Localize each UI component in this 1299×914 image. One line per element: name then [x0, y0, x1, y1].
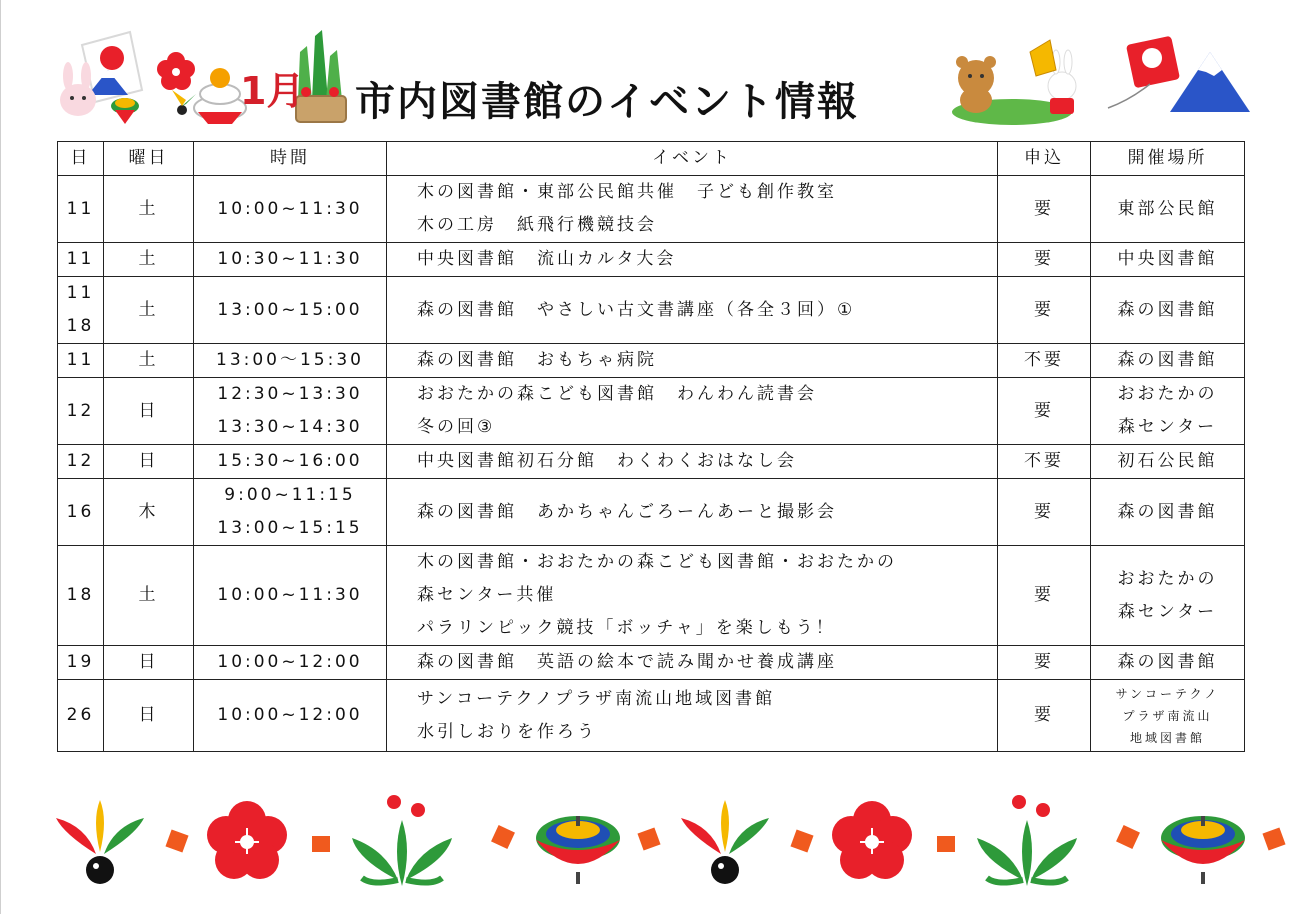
cell-venue [1091, 176, 1245, 243]
cell-venue-text: プラザ南流山 [1122, 708, 1213, 723]
cell-apply-text: 要 [1034, 501, 1054, 522]
cell-weekday-text: 土 [138, 249, 159, 269]
cell-apply-text: 不要 [1024, 350, 1064, 370]
cell-apply [998, 445, 1091, 479]
cell-day-text: 11 [66, 283, 95, 303]
cell-venue-text: 森の図書館 [1117, 501, 1218, 522]
table-row [58, 479, 1245, 546]
cell-weekday [104, 546, 194, 646]
cell-event [387, 277, 998, 344]
cell-weekday [104, 277, 194, 344]
cell-event-text: 森の図書館 あかちゃんごろーんあーと撮影会 [417, 501, 837, 522]
month-label: 1月 [240, 69, 305, 113]
table-row [58, 680, 1245, 752]
cell-apply [998, 378, 1091, 445]
cell-venue-text: 森センター [1117, 601, 1218, 622]
spinning-top-icon [536, 816, 620, 884]
table-row [58, 445, 1245, 479]
hagoita-feather-small-icon [172, 90, 196, 115]
footer-decoration [0, 790, 1299, 900]
table-row [58, 546, 1245, 646]
page-title: 市内図書館のイベント情報 [355, 79, 859, 125]
table-row [58, 378, 1245, 445]
cell-event [387, 546, 998, 646]
cell-weekday [104, 479, 194, 546]
cell-time [194, 445, 387, 479]
cell-apply [998, 176, 1091, 243]
cell-weekday-text: 土 [138, 585, 159, 605]
table-row [58, 344, 1245, 378]
cell-event-text: パラリンピック競技「ボッチャ」を楽しもう！ [417, 618, 836, 638]
diamond-icon [637, 827, 660, 850]
cell-apply-text: 要 [1034, 585, 1054, 605]
cell-time-text: 10:00~11:30 [217, 198, 363, 219]
cell-day-text: 11 [66, 350, 95, 370]
cell-venue-text: おおたかの [1117, 568, 1218, 589]
cell-event-text: 木の図書館・おおたかの森こども図書館・おおたかの [417, 552, 897, 572]
cell-day [58, 277, 104, 344]
cell-venue-text: 東部公民館 [1117, 198, 1218, 219]
cell-venue [1091, 277, 1245, 344]
cell-apply [998, 479, 1091, 546]
cell-venue-text: 森の図書館 [1117, 652, 1218, 672]
decoration-set-repeat [681, 795, 1286, 886]
cell-venue [1091, 378, 1245, 445]
cell-event-text: 木の図書館・東部公民館共催 子ども創作教室 [417, 182, 837, 202]
hagoita-feather-icon [56, 800, 144, 884]
cell-time [194, 680, 387, 752]
header-time: 時間 [194, 142, 387, 176]
header-event: イベント [387, 142, 998, 176]
cell-time [194, 344, 387, 378]
plum-blossom-icon [207, 801, 287, 879]
cell-day-text: 18 [66, 316, 95, 336]
diamond-icon [491, 825, 515, 849]
cell-time-text: 13:00～15:30 [216, 350, 364, 370]
cell-event-text: 森の図書館 英語の絵本で読み聞かせ養成講座 [417, 652, 837, 672]
cell-time-text: 13:30~14:30 [217, 417, 363, 437]
cell-time [194, 277, 387, 344]
table-row [58, 277, 1245, 344]
cell-time [194, 176, 387, 243]
cell-time [194, 378, 387, 445]
cell-apply [998, 243, 1091, 277]
cell-event [387, 176, 998, 243]
cell-time-text: 10:30~11:30 [217, 249, 363, 269]
table-body [58, 176, 1245, 752]
cell-venue [1091, 445, 1245, 479]
bear-rabbit-icon [952, 40, 1076, 125]
cell-weekday-text: 木 [138, 501, 159, 522]
cell-day-text: 26 [66, 705, 95, 725]
cell-time-text: 13:00~15:15 [217, 518, 363, 538]
mount-fuji-kite-icon [1108, 36, 1250, 112]
cell-day-text: 11 [66, 198, 95, 219]
table-row [58, 646, 1245, 680]
cell-apply [998, 680, 1091, 752]
table-header-row [58, 142, 1245, 176]
cell-weekday-text: 日 [138, 705, 159, 725]
cell-apply [998, 277, 1091, 344]
spinning-top-small-icon [111, 98, 139, 124]
cell-weekday [104, 243, 194, 277]
cell-time-text: 15:30~16:00 [217, 451, 363, 471]
cell-weekday [104, 344, 194, 378]
cell-venue-text: おおたかの [1117, 384, 1218, 404]
cell-event [387, 243, 998, 277]
cell-time [194, 546, 387, 646]
cell-venue-text: 森センター [1117, 417, 1218, 437]
cell-venue-text: 初石公民館 [1117, 451, 1218, 471]
cell-day-text: 12 [66, 400, 95, 421]
diamond-icon [312, 836, 330, 852]
cell-day [58, 243, 104, 277]
cell-day [58, 445, 104, 479]
bamboo-leaf-icon [352, 795, 452, 886]
cell-day [58, 646, 104, 680]
cell-day [58, 378, 104, 445]
cell-weekday [104, 646, 194, 680]
cell-time-text: 9:00~11:15 [224, 485, 356, 505]
cell-time-text: 13:00~15:00 [217, 299, 363, 320]
cell-venue [1091, 680, 1245, 752]
cell-time-text: 10:00~12:00 [217, 652, 363, 672]
cell-venue [1091, 243, 1245, 277]
cell-weekday-text: 土 [138, 198, 159, 219]
cell-venue-text: 森の図書館 [1117, 350, 1218, 370]
cell-weekday [104, 445, 194, 479]
cell-weekday-text: 土 [138, 350, 159, 370]
kagami-mochi-icon [194, 68, 246, 124]
cell-weekday [104, 378, 194, 445]
header-apply: 申込 [998, 142, 1091, 176]
cell-apply [998, 646, 1091, 680]
header-venue: 開催場所 [1091, 142, 1245, 176]
cell-event [387, 378, 998, 445]
cell-day [58, 680, 104, 752]
cell-apply-text: 要 [1034, 705, 1054, 725]
cell-venue [1091, 479, 1245, 546]
cell-event-text: 中央図書館 流山カルタ大会 [417, 249, 677, 269]
cell-event-text: サンコーテクノプラザ南流山地域図書館 [417, 688, 776, 709]
cell-apply-text: 不要 [1024, 451, 1064, 471]
cell-event [387, 479, 998, 546]
cell-venue-text: サンコーテクノ [1115, 686, 1220, 701]
cell-venue-text: 地域図書館 [1129, 730, 1205, 745]
cell-venue [1091, 546, 1245, 646]
cell-day [58, 176, 104, 243]
cell-weekday-text: 日 [138, 400, 159, 421]
cell-time-text: 12:30~13:30 [217, 384, 363, 404]
cell-venue-text: 森の図書館 [1117, 299, 1218, 320]
cell-venue-text: 中央図書館 [1117, 249, 1218, 269]
cell-venue [1091, 646, 1245, 680]
cell-event-text: おおたかの森こども図書館 わんわん読書会 [417, 384, 817, 404]
events-table [57, 141, 1245, 752]
cell-event-text: 中央図書館初石分館 わくわくおはなし会 [417, 451, 797, 471]
cell-day [58, 344, 104, 378]
cell-time [194, 646, 387, 680]
cell-apply-text: 要 [1034, 249, 1054, 269]
cell-event [387, 445, 998, 479]
header-weekday: 曜日 [104, 142, 194, 176]
cell-apply-text: 要 [1034, 198, 1054, 219]
cell-time-text: 10:00~12:00 [217, 705, 363, 725]
cell-apply [998, 344, 1091, 378]
cell-time [194, 479, 387, 546]
diamond-icon [165, 829, 188, 852]
cell-event [387, 680, 998, 752]
cell-event-text: 森の図書館 おもちゃ病院 [417, 350, 657, 370]
cell-time-text: 10:00~11:30 [217, 585, 363, 605]
cell-apply-text: 要 [1034, 652, 1054, 672]
cell-event-text: 木の工房 紙飛行機競技会 [417, 215, 657, 235]
cell-weekday-text: 土 [138, 299, 159, 320]
cell-apply [998, 546, 1091, 646]
cell-day-text: 16 [66, 501, 95, 522]
cell-event [387, 646, 998, 680]
decoration-set [56, 795, 661, 886]
cell-day [58, 546, 104, 646]
cell-apply-text: 要 [1034, 299, 1054, 320]
cell-weekday [104, 176, 194, 243]
cell-weekday-text: 日 [138, 451, 159, 471]
cell-day [58, 479, 104, 546]
cell-day-text: 12 [66, 451, 95, 471]
cell-time [194, 243, 387, 277]
cell-day-text: 19 [66, 652, 95, 672]
cell-day-text: 11 [66, 249, 95, 269]
plum-blossom-small-icon [157, 52, 195, 90]
cell-event [387, 344, 998, 378]
cell-weekday-text: 日 [138, 652, 159, 672]
cell-event-text: 森の図書館 やさしい古文書講座（各全３回）① [417, 299, 856, 320]
cell-day-text: 18 [66, 585, 95, 605]
cell-apply-text: 要 [1034, 400, 1054, 421]
table-row [58, 243, 1245, 277]
cell-event-text: 水引しおりを作ろう [417, 721, 597, 742]
cell-event-text: 森センター共催 [417, 585, 557, 605]
header-day: 日 [58, 142, 104, 176]
table-row [58, 176, 1245, 243]
cell-venue [1091, 344, 1245, 378]
cell-weekday [104, 680, 194, 752]
cell-event-text: 冬の回③ [417, 417, 496, 437]
